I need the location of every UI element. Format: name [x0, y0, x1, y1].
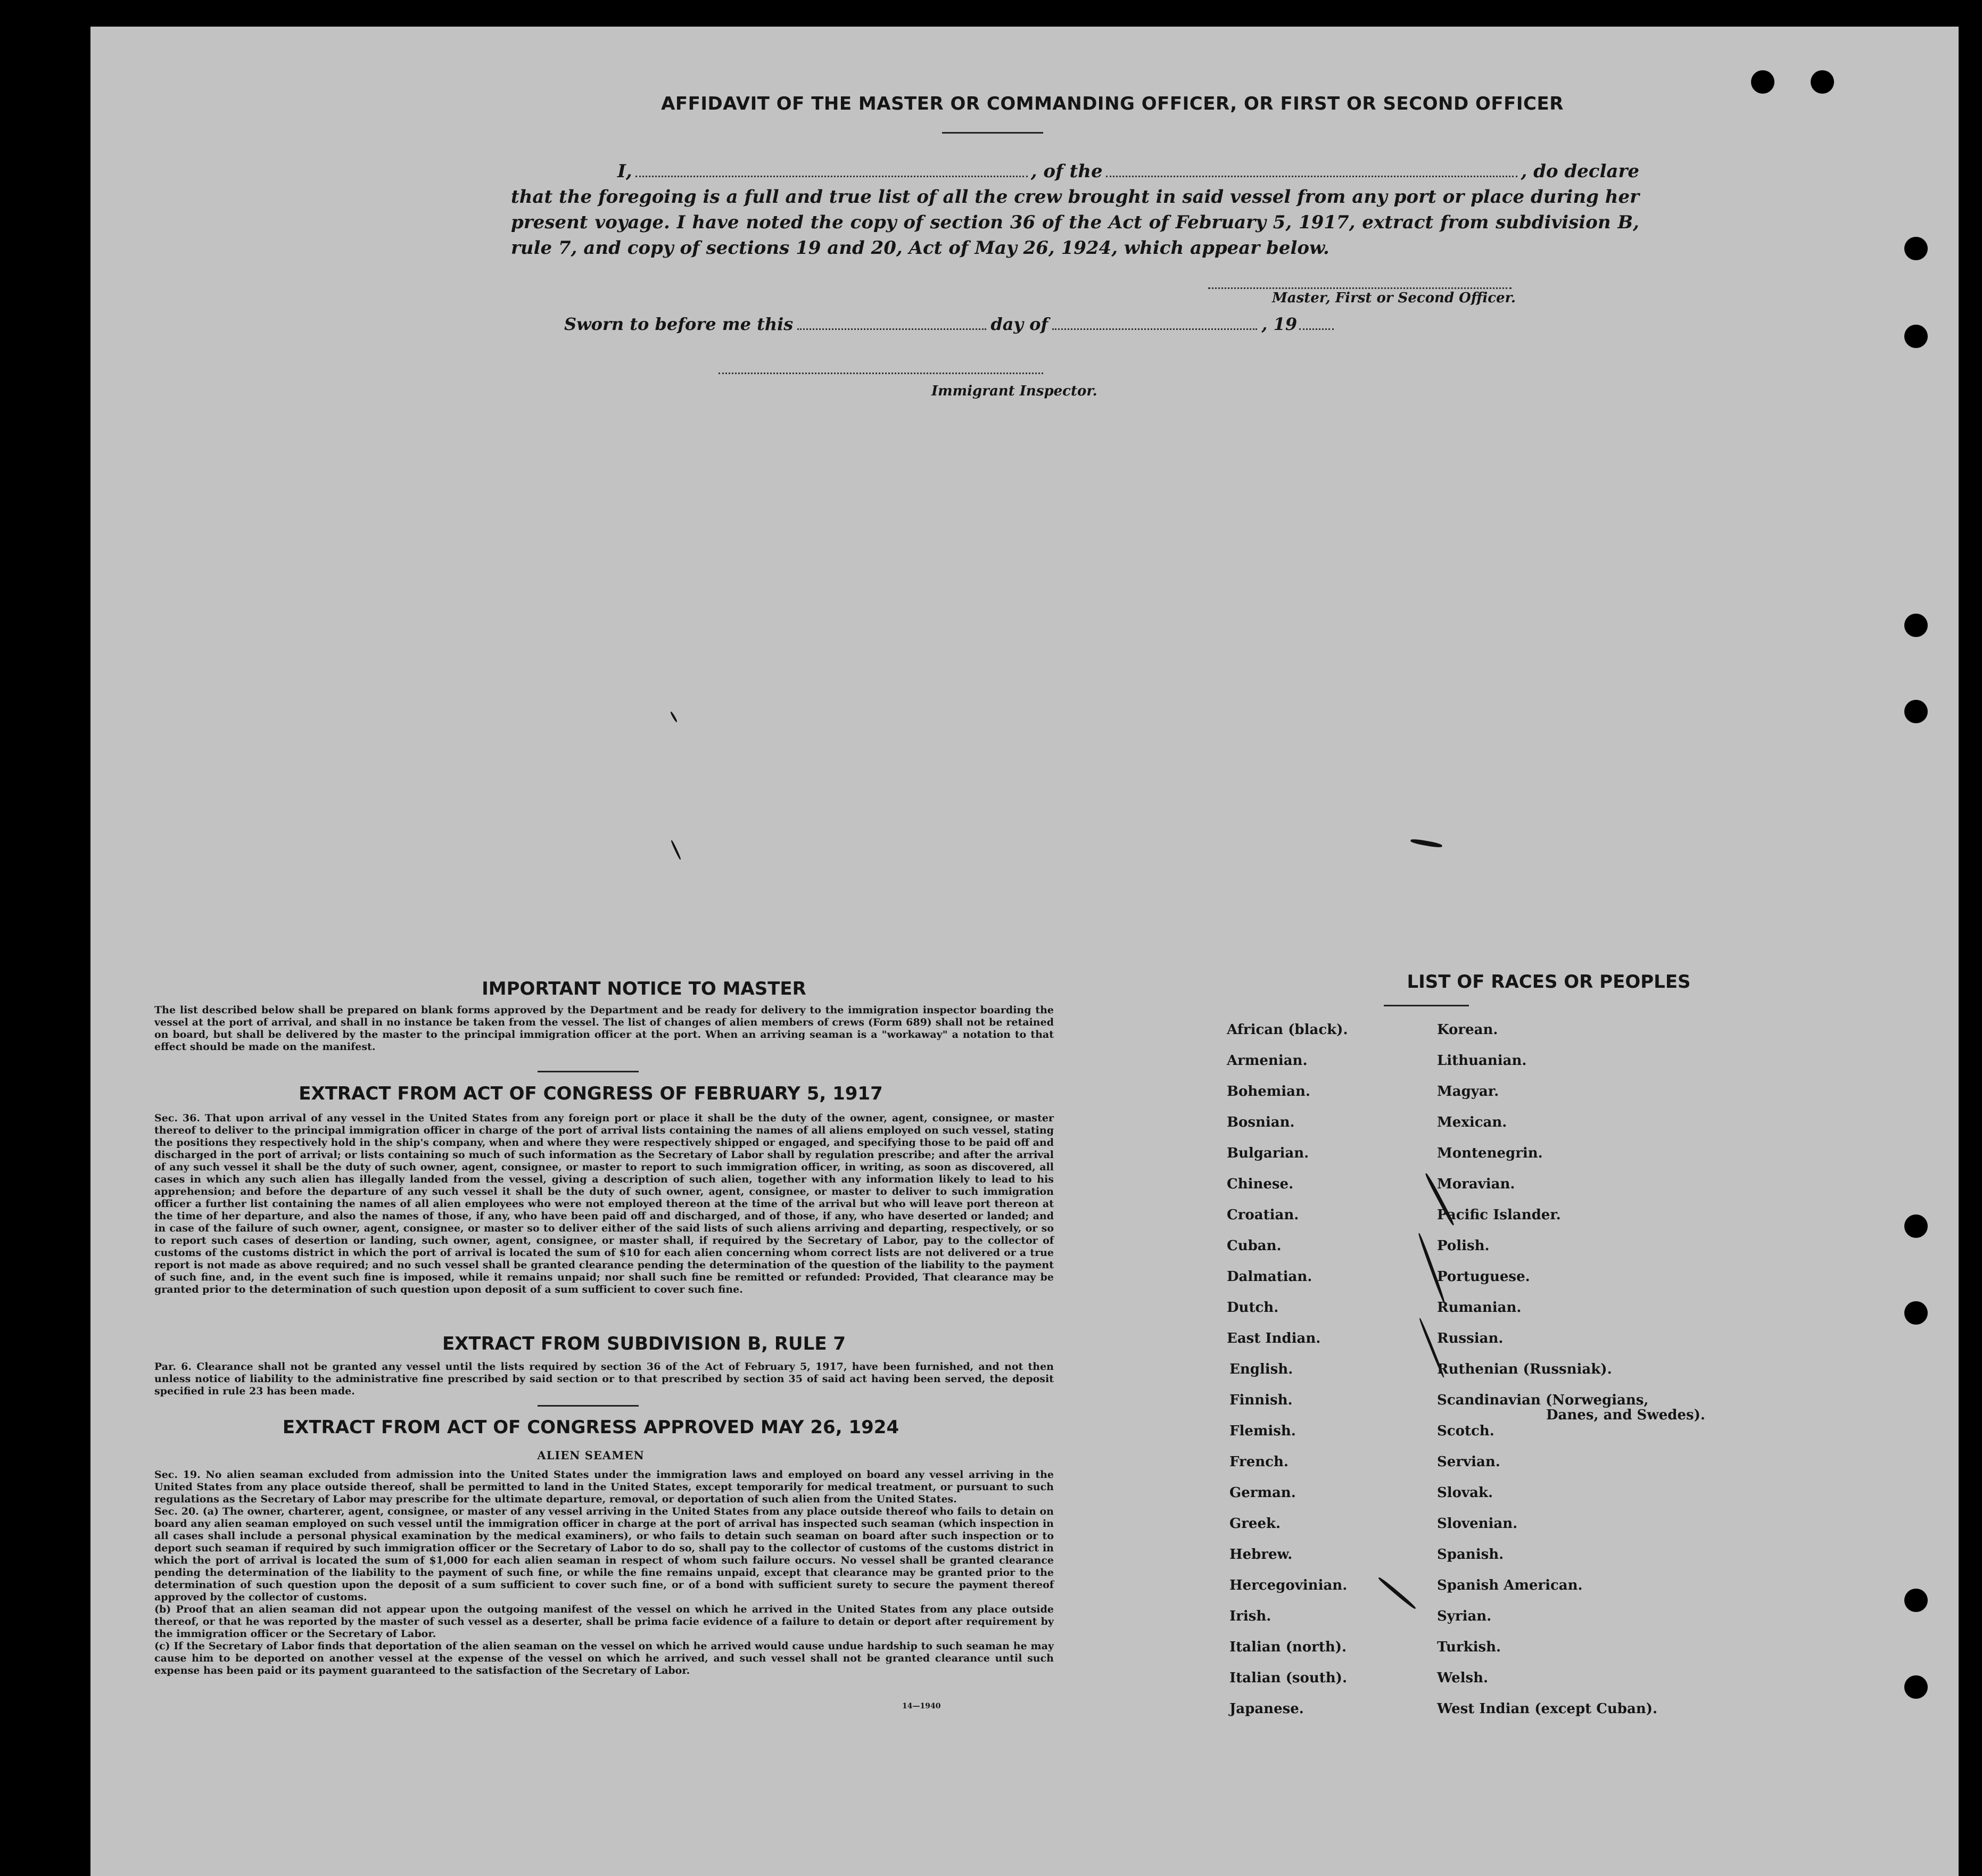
- race-item-left: Bohemian.: [1227, 1084, 1310, 1100]
- signature-label: Master, First or Second Officer.: [1272, 290, 1516, 306]
- of-the-label: , of the: [1030, 161, 1103, 182]
- race-item-left: East Indian.: [1227, 1330, 1321, 1346]
- race-item-right: Spanish American.: [1437, 1577, 1583, 1593]
- race-item-right: Polish.: [1437, 1238, 1490, 1254]
- race-item-right: Scandinavian (Norwegians,: [1437, 1392, 1649, 1408]
- inspector-label: Immigrant Inspector.: [931, 383, 1097, 399]
- race-item-right: Welsh.: [1437, 1670, 1489, 1686]
- ink-mark: [1410, 838, 1443, 848]
- race-item-left: Hebrew.: [1229, 1547, 1293, 1563]
- race-item-right: Danes, and Swedes).: [1546, 1407, 1705, 1423]
- section-19-text: Sec. 19. No alien seaman excluded from admission into the United States under the immigration laws and employed on board any vessel arriving in the United States from any place outside thereof, shall be permitted to land in the United States, except temporarily for medical treatment, or pursuant to such regulations as the Secretary of Labor may prescribe for the ultimate departure, removal, or deportation of such alien from the United States.: [154, 1469, 1054, 1505]
- punch-hole: [1811, 70, 1834, 94]
- extract-1924-title: EXTRACT FROM ACT OF CONGRESS APPROVED MAY 26, 1924: [282, 1417, 899, 1438]
- inspector-signature-line[interactable]: [719, 373, 1043, 374]
- race-item-right: Scotch.: [1437, 1423, 1494, 1439]
- declarant-label: I,: [617, 161, 632, 182]
- section-rule: [538, 1405, 639, 1407]
- race-item-left: African (black).: [1227, 1022, 1348, 1038]
- race-item-right: Portuguese.: [1437, 1269, 1530, 1285]
- section-20a-text: Sec. 20. (a) The owner, charterer, agent, consignee, or master of any vessel arriving in the United States from any place outside thereof who fails to detain on board any alien seaman employed on such vessel until the immigration officer in charge at the port of arrival has inspected such seaman (which inspection in all cases shall include a personal physical examination by the medical examiners), or who fails to detain such seaman on board after such inspection or to deport such seaman if required by such immigration officer or the Secretary of Labor to do so, shall pay to the collector of customs of the customs district in which the port of arrival is located the sum of $1,000 for each alien seaman in respect of whom such failure occurs. No vessel shall be granted clearance pending the determination of the liability to the payment of such fine, or while the fine remains unpaid, except that clearance may be granted prior to the determination of such question upon the deposit of a sum sufficient to cover such fine, or of a bond with sufficient surety to secure the payment thereof approved by the collector of customs.: [154, 1506, 1054, 1603]
- races-title-rule: [1384, 1005, 1469, 1006]
- race-item-left: French.: [1229, 1454, 1289, 1470]
- race-item-right: Mexican.: [1437, 1114, 1507, 1130]
- race-item-left: Hercegovinian.: [1229, 1577, 1348, 1593]
- affidavit-statement: that the foregoing is a full and true list of all the crew brought in said vessel from any port or place during her present voyage. I have noted the copy of section 36 of the Act of February 5, 1917, extract from subdivision B, rule 7, and copy of sections 19 and 20, Act of May 26, 1924, which appear below.: [511, 186, 1639, 259]
- race-item-right: Ruthenian (Russniak).: [1437, 1361, 1612, 1377]
- ink-mark: [671, 840, 682, 860]
- race-item-right: Servian.: [1437, 1454, 1500, 1470]
- punch-hole: [1904, 700, 1928, 723]
- punch-hole: [1904, 1675, 1928, 1699]
- race-item-right: Magyar.: [1437, 1084, 1499, 1100]
- race-item-right: Turkish.: [1437, 1639, 1501, 1655]
- notice-text: The list described below shall be prepared on blank forms approved by the Department and be ready for delivery to the immigration inspector boarding the vessel at the port of arrival, and shall in no instance be taken from the vessel. The list of changes of alien members of crews (Form 689) shall not be retained on board, but shall be delivered by the master to the principal immigration officer at the port. When an arriving seaman is a "workaway" a notation to that effect should be made on the manifest.: [154, 1004, 1054, 1053]
- race-item-right: Korean.: [1437, 1022, 1498, 1038]
- punch-hole: [1904, 325, 1928, 348]
- extract-1924-subtitle: ALIEN SEAMEN: [537, 1449, 645, 1462]
- race-item-left: Chinese.: [1227, 1176, 1294, 1192]
- sworn-year-field[interactable]: [1299, 315, 1334, 330]
- race-item-left: Dutch.: [1227, 1300, 1279, 1316]
- affidavit-title: AFFIDAVIT OF THE MASTER OR COMMANDING OFFICER, OR FIRST OR SECOND OFFICER: [661, 93, 1564, 114]
- race-item-left: Cuban.: [1227, 1238, 1282, 1254]
- race-item-left: Irish.: [1229, 1608, 1271, 1624]
- form-sheet: [90, 27, 1959, 1876]
- punch-hole: [1904, 614, 1928, 637]
- extract-1917-title: EXTRACT FROM ACT OF CONGRESS OF FEBRUARY 5, 1917: [299, 1083, 883, 1104]
- extract-1924-sections: [154, 1469, 1054, 1677]
- form-number: 14—1940: [902, 1702, 941, 1710]
- extract-1917-text: Sec. 36. That upon arrival of any vessel in the United States from any foreign port or place it shall be the duty of the owner, agent, consignee, or master thereof to deliver to the principal immigration officer in charge of the port of arrival lists containing the names of all aliens employed on such vessel, stating the positions they respectively hold in the ship's company, when and where they were respectively shipped or engaged, and specifying those to be paid off and discharged in the port of arrival; or lists containing so much of such information as the Secretary of Labor shall by regulation prescribe; and after the arrival of any such vessel it shall be the duty of such owner, agent, consignee, or master to report to such immigration officer, in writing, as soon as discovered, all cases in which any such alien has illegally landed from the vessel, giving a description of such alien, together with any information likely to lead to his apprehension; and before the departure of any such vessel it shall be the duty of such owner, agent, consignee, or master to deliver to such immigration officer a further list containing the names of all alien employees who were not employed thereon at the time of the arrival but who will leave port thereon at the time of her departure, and also the names of those, if any, who have been paid off and discharged, and of those, if any, who have deserted or landed; and in case of the failure of such owner, agent, consignee, or master so to deliver either of the said lists of such aliens arriving and departing, respectively, or so to report such cases of desertion or landing, such owner, agent, consignee, or master shall, if required by the Secretary of Labor, pay to the collector of customs of the customs district in which the port of arrival is located the sum of $10 for each alien concerning whom correct lists are not delivered or a true report is not made as above required; and no such vessel shall be granted clearance pending the determination of the question of the liability to the payment of such fine, and, in the event such fine is imposed, while it remains unpaid; nor shall such fine be remitted or refunded: Provided, That clearance may be granted prior to the determination of such question upon deposit of a sum sufficient to cover such fine.: [154, 1112, 1054, 1295]
- race-item-left: Japanese.: [1229, 1701, 1304, 1717]
- year-prefix: , 19: [1261, 314, 1298, 334]
- race-item-right: Moravian.: [1437, 1176, 1515, 1192]
- race-item-right: Russian.: [1437, 1330, 1504, 1346]
- race-item-right: Lithuanian.: [1437, 1053, 1527, 1069]
- race-item-left: English.: [1229, 1361, 1293, 1377]
- races-title: LIST OF RACES OR PEOPLES: [1407, 971, 1691, 993]
- race-item-right: Syrian.: [1437, 1608, 1492, 1624]
- notice-title: IMPORTANT NOTICE TO MASTER: [482, 978, 806, 999]
- punch-hole: [1904, 1301, 1928, 1325]
- vessel-name-field[interactable]: [1106, 160, 1518, 177]
- title-rule: [942, 132, 1043, 134]
- section-20c-text: (c) If the Secretary of Labor finds that deportation of the alien seaman on the vessel on which he arrived would cause undue hardship to such seaman he may cause him to be deported on another vessel at the expense of the vessel on which he arrived, and such vessel shall not be granted clearance until such expense has been paid or its payment guaranteed to the satisfaction of the Secretary of Labor.: [154, 1640, 1054, 1676]
- race-item-right: Montenegrin.: [1437, 1145, 1543, 1161]
- ink-mark: [1377, 1576, 1416, 1610]
- race-item-left: Flemish.: [1229, 1423, 1296, 1439]
- sworn-month-field[interactable]: [1052, 315, 1257, 330]
- punch-hole: [1904, 1214, 1928, 1238]
- sworn-day-field[interactable]: [797, 315, 986, 330]
- punch-hole: [1751, 70, 1774, 94]
- race-item-left: Greek.: [1229, 1516, 1281, 1532]
- race-item-left: Italian (south).: [1229, 1670, 1348, 1686]
- race-item-left: Italian (north).: [1229, 1639, 1347, 1655]
- race-item-right: Spanish.: [1437, 1547, 1504, 1563]
- affidavit-declaration: [511, 159, 1639, 261]
- day-of-label: day of: [990, 314, 1048, 334]
- race-item-left: Armenian.: [1227, 1053, 1308, 1069]
- race-item-right: Rumanian.: [1437, 1300, 1522, 1316]
- race-item-right: Slovenian.: [1437, 1516, 1518, 1532]
- race-item-left: Croatian.: [1227, 1207, 1299, 1223]
- section-20b-text: (b) Proof that an alien seaman did not appear upon the outgoing manifest of the vessel on which he arrived in the United States from any place outside thereof, or that he was reported by the master of such vessel as a deserter, shall be prima facie evidence of a failure to detain or deport after requirement by the immigration officer or the Secretary of Labor.: [154, 1604, 1054, 1640]
- sworn-label: Sworn to before me this: [564, 314, 794, 334]
- extract-rule7-text: Par. 6. Clearance shall not be granted any vessel until the lists required by section 36 of the Act of February 5, 1917, have been furnished, and not then unless notice of liability to the administrative fine prescribed by said section or to that prescribed by section 35 of said act having been served, the deposit specified in rule 23 has been made.: [154, 1361, 1054, 1397]
- section-rule: [538, 1071, 639, 1072]
- ink-mark: [670, 711, 678, 722]
- signature-line[interactable]: [1208, 287, 1512, 289]
- do-declare-label: , do declare: [1521, 161, 1639, 182]
- race-item-left: German.: [1229, 1485, 1296, 1501]
- race-item-right: Slovak.: [1437, 1485, 1493, 1501]
- punch-hole: [1904, 237, 1928, 260]
- punch-hole: [1904, 1589, 1928, 1612]
- race-item-right: West Indian (except Cuban).: [1437, 1701, 1658, 1717]
- race-item-left: Finnish.: [1229, 1392, 1293, 1408]
- race-item-right: Pacific Islander.: [1437, 1207, 1561, 1223]
- extract-rule7-title: EXTRACT FROM SUBDIVISION B, RULE 7: [442, 1333, 846, 1354]
- race-item-left: Bosnian.: [1227, 1114, 1295, 1130]
- race-item-left: Bulgarian.: [1227, 1145, 1309, 1161]
- race-item-left: Dalmatian.: [1227, 1269, 1312, 1285]
- declarant-name-field[interactable]: [635, 160, 1028, 177]
- sworn-line: [564, 314, 1416, 334]
